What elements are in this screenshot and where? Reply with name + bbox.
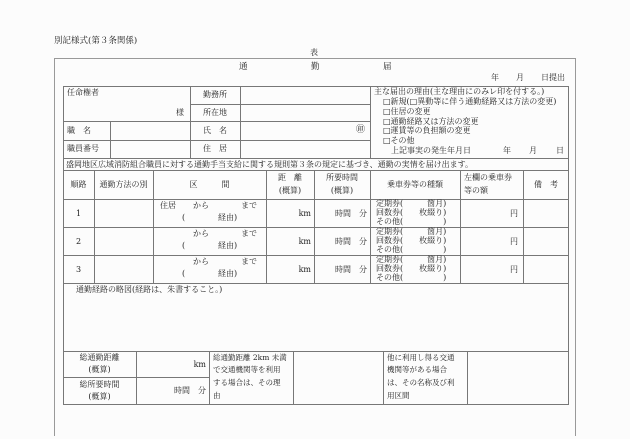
header-time-approx: (概算) xyxy=(330,186,354,195)
name-field[interactable] xyxy=(241,122,370,139)
via-open: ( xyxy=(182,213,186,222)
time-unit: 時間 分 xyxy=(335,265,367,274)
total-distance-approx: (概算) xyxy=(88,365,111,374)
location-field[interactable] xyxy=(241,105,370,120)
total-time-unit: 時間 分 xyxy=(174,386,206,395)
appointer-label: 任命権者 xyxy=(67,88,99,97)
under-2km-reason-field[interactable] xyxy=(294,352,382,403)
seal-icon: ㊞ xyxy=(356,125,366,135)
title-char-3: 届 xyxy=(383,62,392,72)
title-char-1: 通 xyxy=(239,62,248,72)
occurrence-year: 年 xyxy=(503,146,511,155)
reason-residence-checkbox[interactable]: □住居の変更 xyxy=(383,107,431,116)
commuter-pass: 定期券( 箇月) xyxy=(376,255,447,264)
distance-unit: km xyxy=(298,237,311,246)
title-char-2: 勤 xyxy=(311,62,320,72)
yen-unit: 円 xyxy=(510,265,518,274)
alt-transport-label-3: は、その名称及び利 xyxy=(387,378,455,387)
via-open: ( xyxy=(182,241,186,250)
to-label: まで xyxy=(241,229,257,238)
other-ticket: その他( ) xyxy=(376,245,447,254)
via-label: 経由) xyxy=(218,213,238,222)
reason-other-checkbox[interactable]: □その他 xyxy=(383,136,415,145)
header-distance-approx: (概算) xyxy=(278,186,302,195)
total-time-approx: (概算) xyxy=(88,392,111,401)
total-distance-label: 総通勤距離 xyxy=(79,353,120,362)
route-no: 2 xyxy=(75,237,82,246)
time-unit: 時間 分 xyxy=(335,237,367,246)
office-field[interactable] xyxy=(241,87,370,103)
remarks-field[interactable] xyxy=(524,256,568,282)
header-route: 順路 xyxy=(70,180,87,189)
header-ticket-type: 乗車券等の種類 xyxy=(387,180,443,189)
header-method: 通勤方法の別 xyxy=(99,180,148,189)
via-label: 経由) xyxy=(218,269,238,278)
submit-month: 月 xyxy=(516,73,524,82)
submit-day: 日提出 xyxy=(541,73,565,82)
name-label: 氏 名 xyxy=(203,126,227,135)
occurrence-label: 上記事実の発生年月日 xyxy=(391,146,471,155)
via-label: 経由) xyxy=(218,241,238,250)
under-2km-reason-label-3: する場合は、その理 xyxy=(213,378,281,387)
reasons-heading: 主な届出の理由(主な理由にのみレ印を付する。) xyxy=(374,87,545,96)
job-title-label: 職 名 xyxy=(67,126,91,135)
method-field[interactable] xyxy=(95,228,152,254)
form-label: 別記様式(第３条関係) xyxy=(54,36,138,46)
under-2km-reason-label-4: 由 xyxy=(213,391,221,400)
from-prefix: 住居 xyxy=(160,201,176,210)
honorific: 様 xyxy=(176,108,184,117)
reason-fare-checkbox[interactable]: □運賃等の負担額の変更 xyxy=(383,126,471,135)
alt-transport-label-1: 他に利用し得る交通 xyxy=(387,353,455,362)
header-time: 所要時間 xyxy=(326,173,358,182)
header-section: 区 間 xyxy=(189,180,230,189)
occurrence-month: 月 xyxy=(529,146,537,155)
yen-unit: 円 xyxy=(510,237,518,246)
commuter-pass: 定期券( 箇月) xyxy=(376,227,447,236)
distance-unit: km xyxy=(298,265,311,274)
remarks-field[interactable] xyxy=(524,200,568,226)
route-map-area[interactable] xyxy=(64,296,568,350)
appointer-field[interactable] xyxy=(110,98,170,118)
time-unit: 時間 分 xyxy=(335,209,367,218)
distance-unit: km xyxy=(298,209,311,218)
commuter-pass: 定期券( 箇月) xyxy=(376,199,447,208)
alt-transport-label-4: 用区間 xyxy=(387,391,410,400)
route-no: 1 xyxy=(75,209,82,218)
header-remarks: 備 考 xyxy=(534,180,558,189)
employee-no-field[interactable] xyxy=(111,141,189,158)
location-label: 所在地 xyxy=(203,108,227,117)
remarks-field[interactable] xyxy=(524,228,568,254)
other-ticket: その他( ) xyxy=(376,217,447,226)
coupon-ticket: 回数券( 枚綴り) xyxy=(376,264,447,273)
under-2km-reason-label-1: 総通勤距離 2km 未満 xyxy=(213,353,287,362)
office-label: 勤務所 xyxy=(203,90,227,99)
other-ticket: その他( ) xyxy=(376,273,447,282)
employee-no-label: 職員番号 xyxy=(67,144,99,153)
header-ticket-amount: 左欄の乗車券 xyxy=(464,173,512,182)
notice-text: 盛岡地区広域消防組合職員に対する通勤手当支給に関する規則第３条の規定に基づき、通勤の実情を届け出ます。 xyxy=(66,160,474,169)
to-label: まで xyxy=(241,201,257,210)
method-field[interactable] xyxy=(95,256,152,282)
header-distance: 距 離 xyxy=(278,173,302,182)
occurrence-day: 日 xyxy=(556,146,564,155)
from-label: から xyxy=(193,229,209,238)
header-ticket-amount-2: 等の額 xyxy=(464,186,488,195)
method-field[interactable] xyxy=(95,200,152,226)
coupon-ticket: 回数券( 枚綴り) xyxy=(376,236,447,245)
yen-unit: 円 xyxy=(510,209,518,218)
residence-label: 住 居 xyxy=(203,144,227,153)
from-label: から xyxy=(193,201,209,210)
route-no: 3 xyxy=(75,265,82,274)
alt-transport-label-2: 機関等がある場合 xyxy=(387,365,447,374)
to-label: まで xyxy=(241,257,257,266)
total-time-label: 総所要時間 xyxy=(79,380,120,389)
coupon-ticket: 回数券( 枚綴り) xyxy=(376,208,447,217)
submit-year: 年 xyxy=(491,73,499,82)
alt-transport-field[interactable] xyxy=(468,352,568,403)
reason-new-checkbox[interactable]: □新規(□異動等に伴う通勤経路又は方法の変更) xyxy=(383,97,557,106)
residence-field[interactable] xyxy=(241,141,370,158)
route-map-label: 通勤経路の略図(経路は、朱書すること。) xyxy=(76,285,223,294)
job-title-field[interactable] xyxy=(111,122,189,139)
side-mark: 表 xyxy=(310,48,318,57)
reason-route-checkbox[interactable]: □通勤経路又は方法の変更 xyxy=(383,117,479,126)
via-open: ( xyxy=(182,269,186,278)
total-distance-unit: km xyxy=(193,360,206,369)
from-label: から xyxy=(193,257,209,266)
under-2km-reason-label-2: で交通機関等を利用 xyxy=(213,365,281,374)
